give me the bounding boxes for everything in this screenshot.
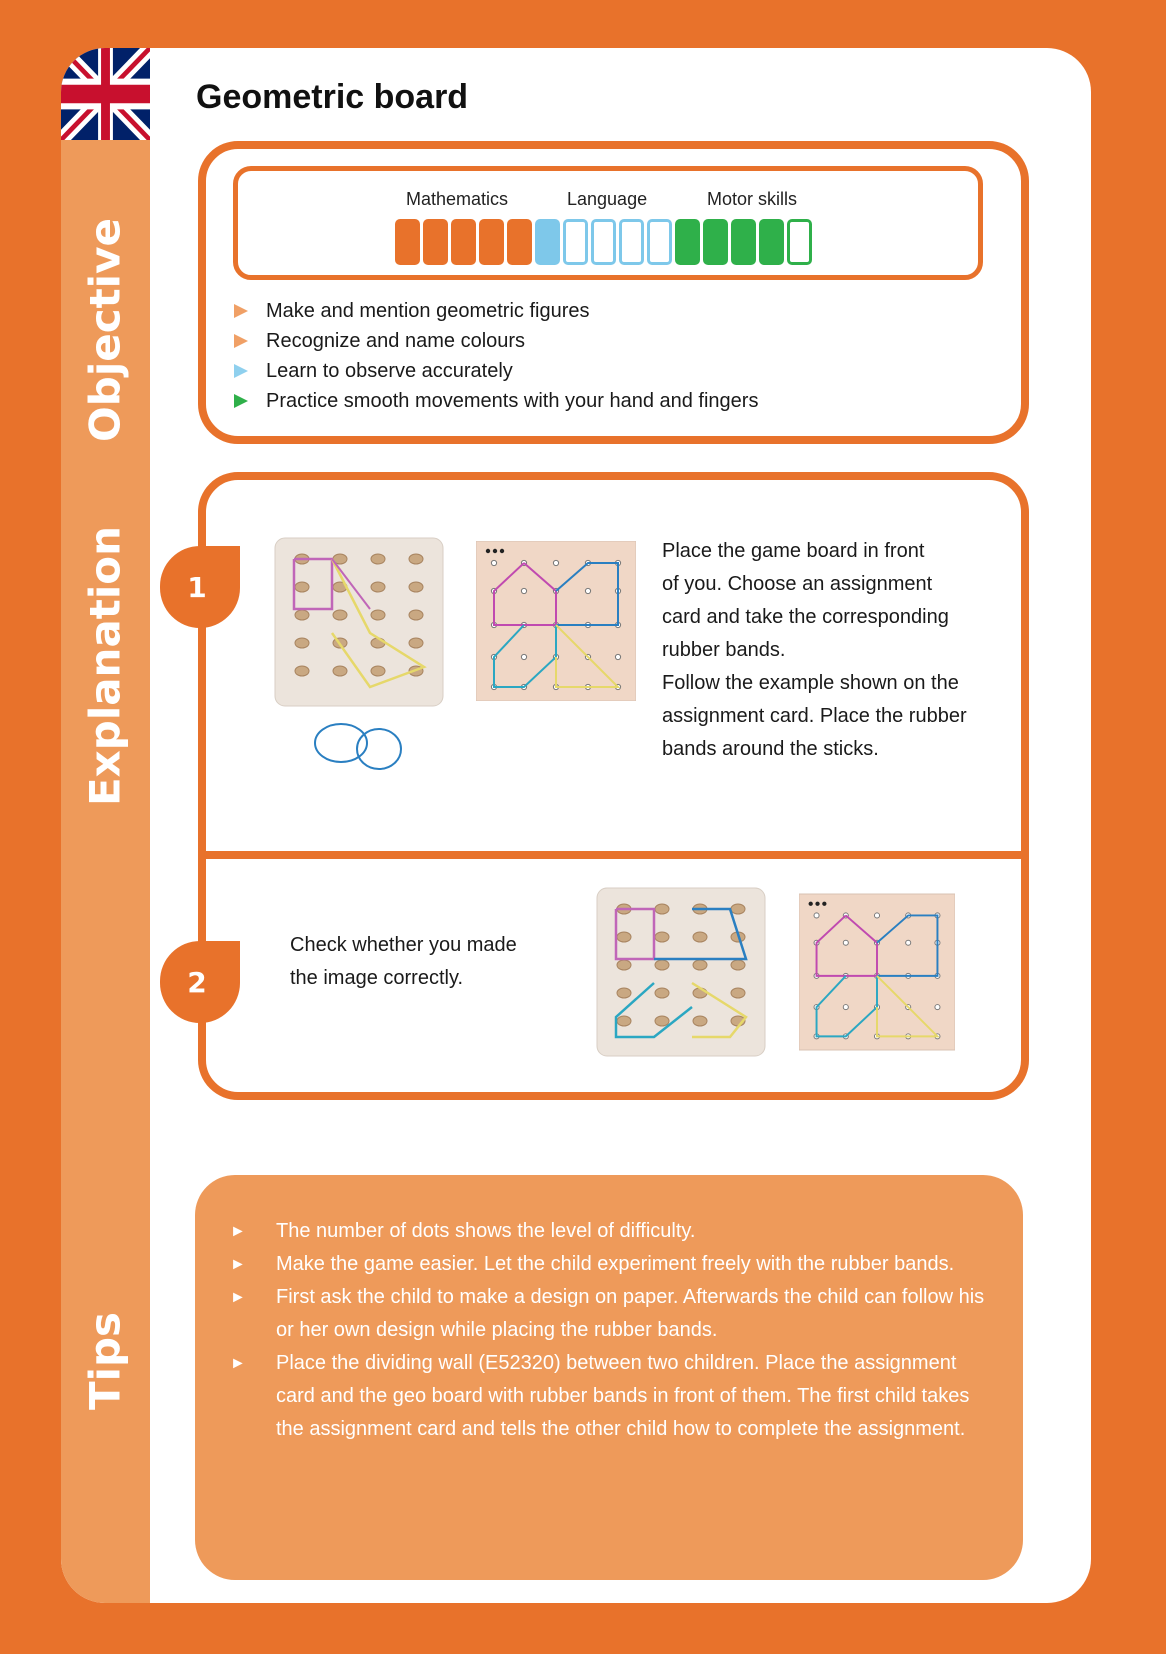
skill-label-mathematics: Mathematics [406,189,509,209]
section-label-objective: Objective [80,218,130,442]
instruction-line: of you. Choose an assignment [662,573,933,595]
card-dot [521,588,526,593]
peg [371,666,385,676]
peg [333,666,347,676]
skill-label-language: Language [567,189,648,209]
skill-block-mathematics-filled [507,219,532,265]
triangle-bullet-icon [234,334,248,348]
step-1-instructions [662,535,967,766]
section-label-tips: Tips [80,1311,130,1411]
tip-text: Place the dividing wall (E52320) between two children. Place the assignment card and the geo board with rubber bands in front of them. The first child takes the assignment card and tells the other child how to complete the assignment. [276,1352,970,1440]
skill-block-language-filled [535,219,560,265]
skill-block-language-empty [591,219,616,265]
peg [409,638,423,648]
instruction-line: the image correctly. [290,967,464,989]
peg [693,1016,707,1026]
instruction-line: card and take the corresponding [662,606,949,628]
objective-item [234,326,758,356]
peg [731,988,745,998]
tips-panel [195,1175,1023,1580]
peg [295,638,309,648]
peg [371,554,385,564]
activity-card [61,48,1091,1603]
step-number: 2 [187,965,207,999]
geoboard-photo [274,537,444,707]
card-dot [491,560,496,565]
card-dot [843,1005,848,1010]
instruction-line: bands around the sticks. [662,738,879,760]
peg [617,960,631,970]
page-title: Geometric board [196,78,469,116]
skill-block-motor-skills-empty [787,219,812,265]
geoboard-result-photo [596,887,766,1057]
step-number: 1 [187,570,207,604]
objective-list [234,296,758,416]
peg [731,904,745,914]
skill-block-motor-skills-filled [703,219,728,265]
assignment-card-result-image [799,893,955,1051]
tip-item [230,1215,990,1248]
arrow-bullet-icon: ► [230,1256,246,1273]
objective-item [234,296,758,326]
arrow-bullet-icon: ► [230,1355,246,1372]
objective-text: Practice smooth movements with your hand and fingers [266,389,759,412]
card-dot [585,588,590,593]
triangle-bullet-icon [234,304,248,318]
skills-meter [233,166,983,280]
step-divider [206,851,1021,859]
skill-block-mathematics-filled [423,219,448,265]
objective-item [234,386,758,416]
skill-block-language-empty [563,219,588,265]
peg [655,932,669,942]
peg [731,960,745,970]
peg [693,960,707,970]
skill-block-language-empty [619,219,644,265]
card-dot [935,1005,940,1010]
peg [617,988,631,998]
card-dot [814,913,819,918]
skill-level-blocks [395,219,812,265]
skill-block-motor-skills-filled [759,219,784,265]
objective-text: Make and mention geometric figures [266,299,590,322]
objective-text: Learn to observe accurately [266,359,513,382]
peg [655,960,669,970]
card-dot [521,654,526,659]
tip-item [230,1347,990,1446]
skill-block-mathematics-filled [451,219,476,265]
peg [655,1016,669,1026]
card-dot [553,560,558,565]
peg [693,932,707,942]
peg [655,904,669,914]
uk-flag-icon [61,48,150,140]
objective-item [234,356,758,386]
triangle-bullet-icon [234,394,248,408]
peg [371,610,385,620]
arrow-bullet-icon: ► [230,1223,246,1240]
card-dot [615,654,620,659]
peg [333,610,347,620]
tips-list [230,1215,990,1446]
skill-block-mathematics-filled [479,219,504,265]
instruction-line: rubber bands. [662,639,786,661]
skill-block-mathematics-filled [395,219,420,265]
objective-text: Recognize and name colours [266,329,526,352]
step-number-badge [160,546,240,628]
section-label-explanation: Explanation [80,525,130,807]
skill-block-motor-skills-filled [675,219,700,265]
tip-text: The number of dots shows the level of difficulty. [276,1220,696,1242]
instruction-line: Place the game board in front [662,540,925,562]
step-2-instructions [290,929,517,995]
card-dot [843,940,848,945]
peg [409,554,423,564]
instruction-line: assignment card. Place the rubber [662,705,967,727]
peg [409,582,423,592]
objective-panel [198,141,1029,444]
instruction-line: Check whether you made [290,934,517,956]
skill-block-motor-skills-filled [731,219,756,265]
instruction-line: Follow the example shown on the [662,672,959,694]
explanation-panel [198,472,1029,1100]
peg [295,610,309,620]
step-number-badge [160,941,240,1023]
tip-item [230,1281,990,1347]
peg [617,1016,631,1026]
peg [617,932,631,942]
tip-item [230,1248,990,1281]
skill-block-language-empty [647,219,672,265]
skill-label-motor-skills: Motor skills [707,189,798,209]
tip-text: Make the game easier. Let the child experiment freely with the rubber bands. [276,1253,955,1275]
card-dot [874,913,879,918]
rubber-bands-image [311,717,411,773]
triangle-bullet-icon [234,364,248,378]
peg [371,582,385,592]
peg [295,666,309,676]
peg [655,988,669,998]
tip-text: First ask the child to make a design on paper. Afterwards the child can follow his or her own design while placing the rubber bands. [276,1286,985,1341]
assignment-card-image [476,541,636,701]
peg [409,610,423,620]
peg [295,582,309,592]
arrow-bullet-icon: ► [230,1289,246,1306]
card-dot [906,940,911,945]
